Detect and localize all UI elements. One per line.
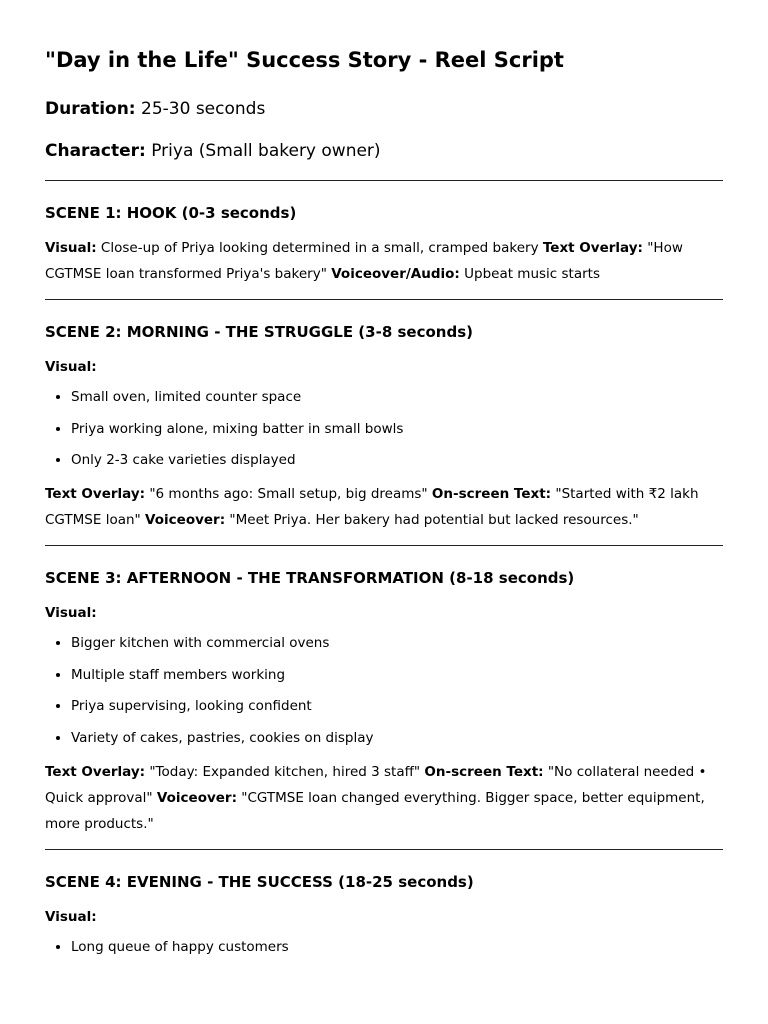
text-overlay-text: "6 months ago: Small setup, big dreams" <box>149 486 428 502</box>
scene-3-visual-list <box>45 632 723 749</box>
list-item: • Priya working alone, mixing batter in small bowls <box>71 418 723 440</box>
visual-label: Visual: <box>45 908 97 925</box>
scene-4-heading: SCENE 4: EVENING - THE SUCCESS (18-25 seconds) <box>45 872 474 891</box>
page-title: "Day in the Life" Success Story - Reel Script <box>45 48 564 72</box>
voiceover-label: Voiceover: <box>156 789 237 806</box>
voiceover-audio-text: Upbeat music starts <box>464 266 600 282</box>
on-screen-text: "No collateral needed • Quick approval" <box>45 763 707 806</box>
on-screen-text-label: On-screen Text: <box>431 486 552 502</box>
list-item: • Bigger kitchen with commercial ovens <box>71 632 723 654</box>
duration-label: Duration: <box>45 99 136 119</box>
scene-3-visual-label <box>45 600 723 626</box>
duration-value: 25-30 seconds <box>141 99 266 119</box>
visual-label: Visual: <box>45 359 97 375</box>
text-overlay-text: "How CGTMSE loan transformed Priya's bakery" <box>45 240 683 282</box>
visual-text: Close-up of Priya looking determined in a small, cramped bakery <box>100 240 539 256</box>
list-item: • Priya supervising, looking confident <box>71 695 723 717</box>
divider <box>45 180 723 181</box>
divider <box>45 299 723 300</box>
character-value: Priya (Small bakery owner) <box>151 141 381 161</box>
character-line <box>45 138 723 164</box>
list-item: • Variety of cakes, pastries, cookies on display <box>71 727 723 749</box>
scene-2-body <box>45 481 723 533</box>
scene-3-body <box>45 759 723 837</box>
character-label: Character: <box>45 141 146 161</box>
visual-label: Visual: <box>45 605 97 621</box>
scene-3-heading: SCENE 3: AFTERNOON - THE TRANSFORMATION (8-18 seconds) <box>45 569 575 587</box>
list-item: • Only 2-3 cake varieties displayed <box>71 449 723 471</box>
scene-4-visual-label <box>45 904 723 930</box>
visual-label: Visual: <box>45 240 97 256</box>
voiceover-text: "Meet Priya. Her bakery had potential but lacked resources." <box>229 512 639 528</box>
scene-2-heading: SCENE 2: MORNING - THE STRUGGLE (3-8 seconds) <box>45 323 473 341</box>
list-item: • Small oven, limited counter space <box>71 386 723 408</box>
divider <box>45 849 723 850</box>
text-overlay-label: Text Overlay: <box>45 486 146 502</box>
scene-2-visual-label <box>45 354 723 380</box>
voiceover-audio-label: Voiceover/Audio: <box>331 266 460 282</box>
scene-4-visual-list <box>45 936 723 958</box>
scene-1-heading: SCENE 1: HOOK (0-3 seconds) <box>45 204 297 222</box>
text-overlay-text: "Today: Expanded kitchen, hired 3 staff" <box>149 763 421 780</box>
scene-1-body <box>45 235 723 287</box>
divider <box>45 545 723 546</box>
text-overlay-label: Text Overlay: <box>45 763 146 780</box>
on-screen-text-label: On-screen Text: <box>424 763 544 780</box>
text-overlay-label: Text Overlay: <box>542 240 643 256</box>
list-item: • Multiple staff members working <box>71 664 723 686</box>
list-item: • Long queue of happy customers <box>71 936 723 958</box>
voiceover-label: Voiceover: <box>145 512 226 528</box>
scene-2-visual-list <box>45 386 723 471</box>
duration-line <box>45 96 723 122</box>
on-screen-text: "Started with ₹2 lakh CGTMSE loan" <box>45 486 699 528</box>
voiceover-text: "CGTMSE loan changed everything. Bigger space, better equipment, more products." <box>45 789 705 832</box>
